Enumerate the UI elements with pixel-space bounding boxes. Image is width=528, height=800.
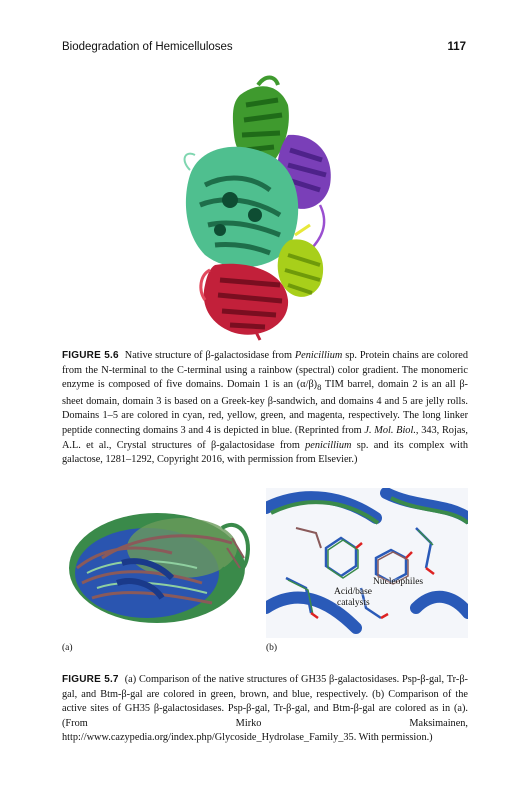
panel-b-label: (b) (266, 643, 278, 653)
protein-structure-figure (170, 75, 350, 345)
figure-5-7-label: FIGURE 5.7 (62, 674, 119, 685)
structure-comparison-image (62, 488, 262, 638)
nucleophiles-label: Nucleophiles (373, 577, 424, 587)
running-header (62, 41, 466, 57)
figure-5-6-caption: FIGURE 5.6 Native structure of β-galactosidase from Penicillium sp. Protein chains are colored from the N-terminal to the C-terminal using a rainbow (spectral) color gradient. The monomeric enzyme is composed of five domains. Domain 1 is an $(\alpha/\beta)_8$ TIM barrel, domain 2 is an all β-sheet domain, domain 3 is based on a Greek-key β-sandwich, and domains 4 and 5 are jelly rolls. Domains 1–5 are colored in cyan, red, yellow, green, and magenta, respectively. The long linker peptide connecting domains 3 and 4 is depicted in blue. (Reprinted from J. Mol. Biol., 343, Rojas, A.L. et al., Crystal structures of β-galactosidase from penicillium sp. and its complex with galactose, 1281–1292, Copyright 2016, with permission from Elsevier.) (62, 350, 468, 466)
active-site-image (266, 488, 468, 638)
figure-5-7-caption: FIGURE 5.7 (a) Comparison of the native structures of GH35 β-galactosidases. Psp-β-gal, Tr-β-gal, and Btm-β-gal are colored in green, brown, and blue, respectively. (b) Comparison of the active sites of GH35 β-galactosidases. Psp-β-gal, Tr-β-gal, and Btm-β-gal are colored as in (a). (From Mirko Maksimainen, http://www.cazypedia.org/index.php/Glycoside_Hydrolase_Family_35. With permission.) (62, 674, 468, 744)
page-number: 117 (447, 41, 466, 53)
catalysts-label: catalysts (337, 598, 370, 608)
figure-5-6-label: FIGURE 5.6 (62, 350, 119, 361)
panel-a-label: (a) (62, 643, 73, 653)
running-title: Biodegradation of Hemicelluloses (62, 41, 233, 53)
acid-base-label: Acid/base (334, 587, 372, 597)
